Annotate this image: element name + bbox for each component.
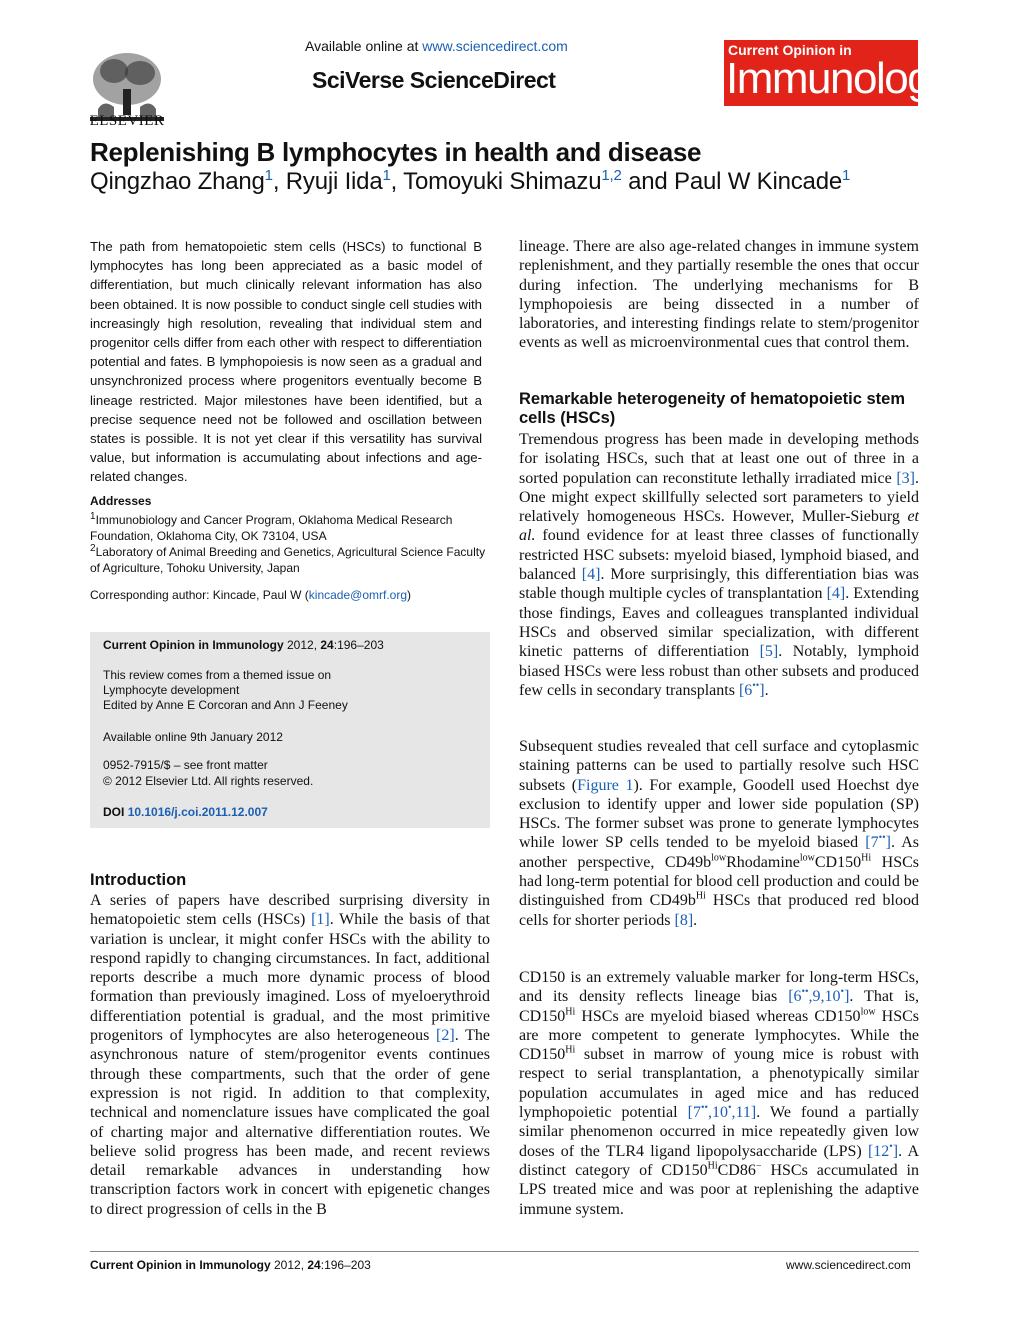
reference-link[interactable]	[865, 834, 891, 851]
text-run: . The asynchronous nature of stem/progenitor events continues through these compartments, such that the order of gene expression is not rigid. In addition to that complexity, technical and nomenclature issues have complicated the goal of charting major and alternative differentiation routes. We believe solid progress has been made, and recent reviews detail remarkable advances in understanding how transcription factors work in concert with epigenetic changes to direct progression of cells in the B	[90, 1027, 490, 1218]
corresponding-suffix: )	[407, 588, 412, 602]
author-affiliation[interactable]: 1	[382, 167, 391, 184]
superscript: Hi	[565, 1044, 576, 1056]
doi-label: DOI	[103, 805, 125, 819]
text-run: A series of papers have described surprising diversity in hematopoietic stem cells (HSCs)	[90, 892, 490, 929]
reference-link[interactable]: [4]	[581, 566, 601, 584]
author-separator: ,	[390, 168, 404, 195]
reference-link[interactable]: [4]	[826, 585, 846, 603]
text-run: Rhodamine	[726, 853, 800, 871]
text-run: . That is, CD150	[519, 988, 919, 1025]
citation-volume: 24	[320, 638, 334, 652]
footer-volume: 24	[307, 1258, 321, 1272]
section-heading: Remarkable heterogeneity of hematopoietic stem cells (HSCs)	[519, 390, 906, 427]
author-affiliation[interactable]: 1	[842, 167, 851, 184]
journal-logo-small: Current Opinion in	[728, 42, 852, 58]
reference-bracket: ]	[892, 1142, 899, 1160]
reference-number: [7	[687, 1104, 701, 1122]
body-paragraph	[519, 430, 919, 700]
reference-link[interactable]	[739, 682, 765, 699]
reference-link[interactable]: [5]	[759, 643, 779, 661]
superscript: Hi	[565, 1006, 576, 1018]
reference-link[interactable]	[868, 1143, 898, 1160]
author-affiliation[interactable]: 1	[264, 167, 273, 184]
text-run: . While the basis of that variation is unclear, it might confer HSCs with the ability to respond rapidly to changing circumstances. In fact, additional reports describe a much more dynamic process of blood formation than previously imagined. Loss of myeloerythroid differentiation potential is gradual, and the most primitive progenitors of lymphocytes are also heterogeneous	[90, 911, 490, 1045]
reference-link[interactable]	[688, 1104, 757, 1121]
theme-name: Lymphocyte development	[103, 683, 240, 697]
text-run: CD86	[717, 1161, 756, 1179]
abstract: The path from hematopoietic stem cells (HSCs) to functional B lymphocytes has long been appreciated as a basic model of differentiation, but much clinically relevant information has also been obtained. It is now possible to conduct single cell studies with increasingly high resolution, revealing that individual stem and progenitor cells differ from each other with respect to differentiation potential and fates. B lymphopoiesis is now seen as a gradual and unsynchronized process where progenitors eventually become B lineage restricted. Major milestones have been identified, but a precise sequence need not be followed and oscillation between states is possible. It is not yet clear if this versatility has survival value, but information is accumulating about infections and age-related changes.	[90, 239, 482, 485]
text-run: . More surprisingly, this differentiation bias was stable though multiple cycles of transplantation	[519, 566, 920, 603]
text-run: HSCs had long-term potential for blood cell production and could be distinguished from CD49b	[519, 853, 919, 910]
journal-logo	[724, 40, 951, 106]
platform-logo: SciVerse ScienceDirect	[312, 67, 556, 93]
text-run: HSCs are more competent to generate lymphocytes. While the CD150	[519, 1007, 919, 1064]
reference-number: [12	[867, 1142, 890, 1160]
article-title: Replenishing B lymphocytes in health and disease	[90, 137, 702, 167]
corresponding-prefix: Corresponding author: Kincade, Paul W (	[90, 588, 309, 602]
publisher-name: ELSEVIER	[89, 113, 165, 129]
superscript: low	[711, 852, 727, 864]
superscript: −	[755, 1160, 762, 1172]
reference-bracket: ,11]	[731, 1104, 757, 1122]
reference-link[interactable]: [3]	[896, 469, 915, 487]
footer-citation	[90, 1258, 371, 1272]
reference-link[interactable]: [8]	[674, 911, 694, 929]
reference-bracket: ]	[885, 834, 891, 852]
superscript: Hi	[695, 891, 706, 903]
email-link[interactable]: kincade@omrf.org	[308, 588, 408, 602]
copyright-line: © 2012 Elsevier Ltd. All rights reserved.	[103, 774, 314, 788]
address-text: Immunobiology and Cancer Program, Oklahoma Medical Research Foundation, Oklahoma City, OK 73104, USA	[90, 513, 453, 543]
superscript: low	[860, 1006, 876, 1018]
text-run: . One might expect skillfully selected sort parameters to yield relatively homogeneous HSCs. However, Muller-Sieburg	[519, 469, 919, 526]
citation-line	[103, 638, 483, 654]
available-online-line	[305, 38, 568, 54]
citation-pages: :196–203	[333, 638, 384, 652]
introduction-paragraph	[90, 891, 490, 1219]
footer-pages: :196–203	[320, 1258, 371, 1272]
footer-divider	[90, 1251, 919, 1252]
body-paragraph	[519, 968, 919, 1219]
importance-marker: •	[727, 1102, 732, 1114]
address-number: 2	[90, 543, 96, 554]
available-online-date: Available online 9th January 2012	[103, 730, 283, 744]
text-run: CD150 is an extremely valuable marker for long-term HSCs, and its density reflects lineage bias	[519, 969, 919, 1006]
reference-number: [6	[738, 681, 753, 699]
citation-journal: Current Opinion in Immunology	[103, 638, 284, 652]
author-separator: and	[621, 168, 675, 195]
importance-marker: ••	[752, 680, 760, 692]
author-name: Paul W Kincade	[674, 168, 842, 195]
text-run: .	[693, 911, 698, 929]
superscript: Hi	[707, 1160, 718, 1172]
text-run: HSCs are myeloid biased whereas CD150	[575, 1007, 861, 1025]
text-run: Subsequent studies revealed that cell surface and cytoplasmic staining patterns can be used to partially resolve such HSC subsets (	[519, 738, 919, 794]
author-separator: ,	[272, 168, 286, 195]
text-run: Tremendous progress has been made in developing methods for isolating HSCs, such that at least one out of three in a sorted population can reconstitute lethally irradiated mice	[519, 431, 919, 487]
reference-bracket: ]	[759, 681, 765, 699]
superscript: low	[799, 852, 815, 864]
corresponding-author	[90, 588, 411, 602]
address-item	[90, 509, 490, 544]
reference-bracket: ]	[844, 988, 850, 1006]
text-run: HSCs accumulated in LPS treated mice and was poor at replenishing the adaptive immune system.	[519, 1161, 919, 1218]
text-run: found evidence for at least three classes of functionally restricted HSC subsets: myeloid biased, lymphoid biased, and balanced	[519, 527, 919, 584]
doi-line	[103, 805, 483, 821]
text-run: . We found a partially similar phenomenon occurred in mice repeatedly given low doses of the TLR4 ligand lipopolysaccharide (LPS)	[519, 1104, 919, 1160]
text-run: . Extending those findings, Eaves and colleagues transplanted individual HSCs and observed similar specialization, with different kinetic patterns of differentiation	[519, 585, 920, 661]
text-run: . Notably, lymphoid biased HSCs were less robust than other subsets and produced few cells in secondary transplants	[519, 643, 919, 699]
journal-logo-big: Immunology	[726, 54, 951, 103]
addresses-heading: Addresses	[90, 494, 152, 508]
sciencedirect-link[interactable]: www.sciencedirect.com	[422, 38, 568, 54]
text-run: CD150	[814, 853, 862, 871]
reference-number: ,10	[707, 1104, 728, 1122]
theme-line: This review comes from a themed issue on	[103, 668, 332, 682]
citation-year: 2012,	[287, 638, 318, 652]
author-name: Tomoyuki Shimazu	[403, 168, 602, 195]
reference-link[interactable]: [2]	[436, 1027, 455, 1045]
available-prefix: Available online at	[305, 38, 423, 54]
et-al: et al.	[519, 508, 919, 545]
editors-line: Edited by Anne E Corcoran and Ann J Feeney	[103, 698, 348, 712]
footer-url[interactable]: www.sciencedirect.com	[786, 1258, 911, 1272]
doi-link[interactable]: 10.1016/j.coi.2011.12.007	[127, 805, 268, 819]
footer-year: 2012,	[274, 1258, 305, 1272]
introduction-heading: Introduction	[90, 871, 187, 889]
body-paragraph: lineage. There are also age-related changes in immune system replenishment, and they partially resemble the ones that occur during infection. The underlying mechanisms for B lymphopoiesis are being dissected in a number of laboratories, and interesting findings relate to stem/progenitor events as well as microenvironmental cues that control them.	[519, 238, 919, 352]
address-item	[90, 541, 490, 576]
reference-link[interactable]	[788, 988, 849, 1005]
superscript: Hi	[861, 852, 872, 864]
importance-marker: ••	[801, 986, 809, 998]
address-number: 1	[90, 511, 96, 522]
reference-number: [6	[788, 988, 802, 1006]
author-list	[90, 167, 850, 196]
importance-marker: ••	[700, 1102, 708, 1114]
importance-marker: •	[840, 986, 845, 998]
article-info-box	[90, 632, 490, 828]
figure-link[interactable]: Figure 1	[577, 776, 634, 794]
text-run: . A distinct category of CD150	[519, 1142, 920, 1179]
text-run: . As another perspective, CD49b	[519, 834, 919, 871]
text-run: .	[764, 681, 769, 699]
issn-line: 0952-7915/$ – see front matter	[103, 758, 268, 772]
author-name: Qingzhao Zhang	[90, 168, 265, 195]
body-paragraph	[519, 737, 919, 930]
importance-marker: •	[889, 1141, 893, 1153]
reference-number: ,9,10	[808, 988, 841, 1006]
author-name: Ryuji Iida	[285, 168, 383, 195]
text-run: ). For example, Goodell used Hoechst dye exclusion to identify upper and lower side population (SP) HSCs. The former subset was prone to generate lymphocytes while lower SP cells tended to be myeloid biased	[519, 776, 919, 852]
text-run: HSCs that produced red blood cells for shorter periods	[519, 892, 920, 929]
author-affiliation[interactable]: 1,2	[601, 167, 622, 184]
text-run: subset in marrow of young mice is robust with respect to serial transplantation, a phenotypically similar population accumulates in aged mice and has reduced lymphopoietic potential	[519, 1046, 919, 1122]
reference-link[interactable]: [1]	[311, 911, 330, 929]
footer-journal: Current Opinion in Immunology	[90, 1258, 271, 1272]
address-text: Laboratory of Animal Breeding and Genetics, Agricultural Science Faculty of Agriculture, Tohoku University, Japan	[90, 545, 486, 575]
importance-marker: ••	[878, 833, 886, 845]
reference-number: [7	[865, 834, 879, 852]
